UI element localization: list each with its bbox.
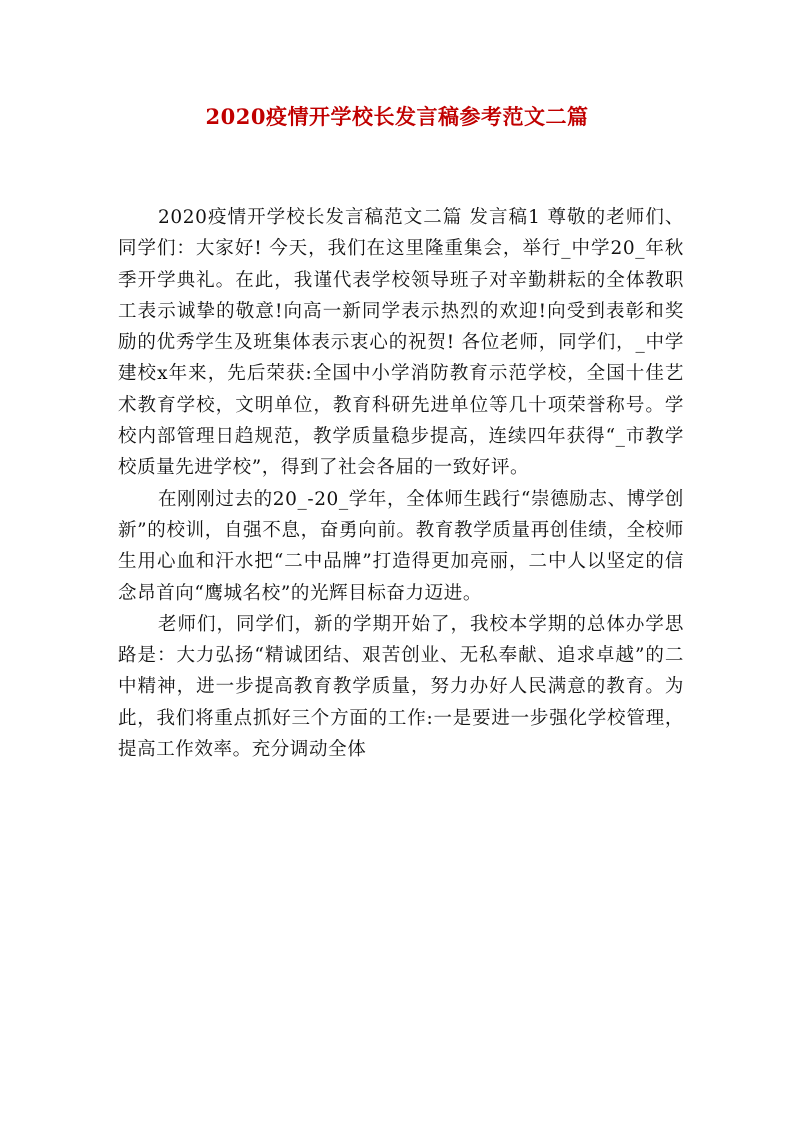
document-title: 2020疫情开学校长发言稿参考范文二篇	[205, 104, 589, 129]
paragraph-2: 在刚刚过去的20_-20_学年，全体师生践行“崇德励志、博学创新”的校训，自强不息，奋勇向前。教育教学质量再创佳绩，全校师生用心血和汗水把“二中品牌”打造得更加亮丽，二中人以坚定的信念昂首向“鹰城名校”的光辉目标奋力迈进。	[118, 488, 684, 604]
paragraph-3: 老师们，同学们，新的学期开始了，我校本学期的总体办学思路是：大力弘扬“精诚团结、艰苦创业、无私奉献、追求卓越”的二中精神，进一步提高教育教学质量，努力办好人民满意的教育。为此，我们将重点抓好三个方面的工作:一是要进一步强化学校管理，提高工作效率。充分调动全体	[118, 613, 684, 761]
document-body	[118, 202, 684, 765]
paragraph-1: 2020疫情开学校长发言稿范文二篇 发言稿1 尊敬的老师们、同学们：大家好! 今天，我们在这里隆重集会，举行_中学20_年秋季开学典礼。在此，我谨代表学校领导班子对辛勤耕耘的全体教职工表示诚挚的敬意!向高一新同学表示热烈的欢迎!向受到表彰和奖励的优秀学生及班集体表示衷心的祝贺! 各位老师，同学们，_中学建校x年来，先后荣获:全国中小学消防教育示范学校，全国十佳艺术教育学校，文明单位，教育科研先进单位等几十项荣誉称号。学校内部管理日趋规范，教学质量稳步提高，连续四年获得“_市教学校质量先进学校”，得到了社会各届的一致好评。	[118, 207, 684, 479]
